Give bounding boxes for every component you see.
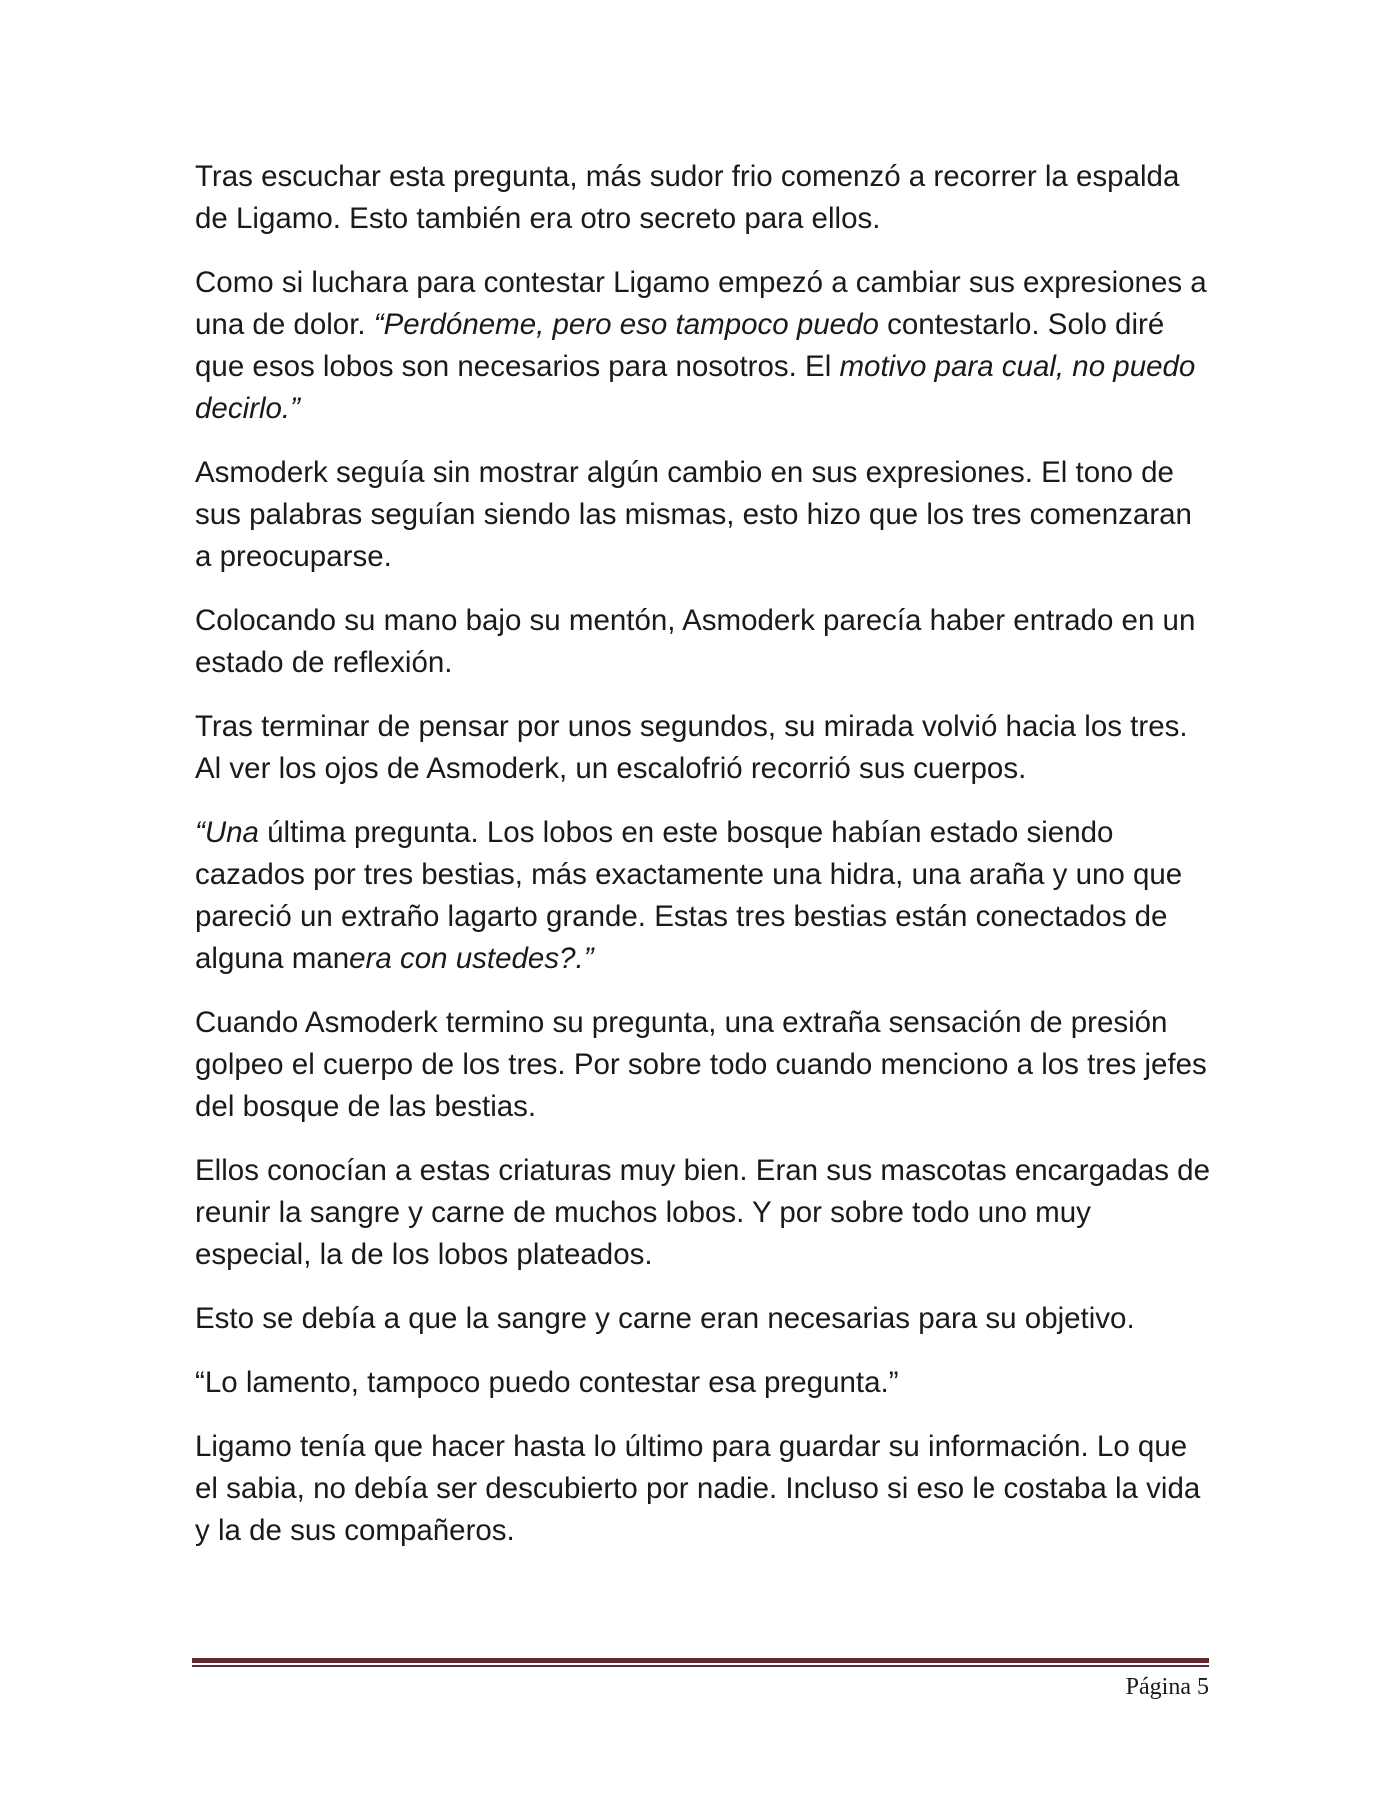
paragraph (195, 1362, 1215, 1404)
paragraph (195, 1002, 1215, 1128)
paragraph (195, 1298, 1215, 1340)
text-span: Asmoderk seguía sin mostrar algún cambio en sus expresiones. El tono de sus palabras seguían siendo las mismas, esto hizo que los tres comenzaran a preocuparse. (195, 456, 1192, 573)
body-text (195, 156, 1215, 1574)
text-span: Esto se debía a que la sangre y carne eran necesarias para su objetivo. (195, 1302, 1135, 1335)
text-span: Tras escuchar esta pregunta, más sudor frio comenzó a recorrer la espalda de Ligamo. Esto también era otro secreto para ellos. (195, 160, 1180, 235)
paragraph (195, 1150, 1215, 1276)
paragraph (195, 600, 1215, 684)
paragraph (195, 812, 1215, 980)
paragraph (195, 1426, 1215, 1552)
italic-text: “Una (195, 816, 259, 849)
page-number: Página 5 (1125, 1674, 1209, 1700)
italic-text: motivo para cual, no puedo decirlo.” (195, 350, 1196, 425)
text-span: última pregunta. Los lobos en este bosque habían estado siendo cazados por tres bestias, más exactamente una hidra, una araña y uno que pareció un extraño lagarto grande. Estas tres bestias están conectados de alguna man (195, 816, 1183, 975)
italic-text: “Perdóneme, pero eso tampoco puedo (373, 308, 888, 341)
text-span: Tras terminar de pensar por unos segundos, su mirada volvió hacia los tres. Al ver los ojos de Asmoderk, un escalofrió recorrió sus cuerpos. (195, 710, 1188, 785)
text-span: Ellos conocían a estas criaturas muy bien. Eran sus mascotas encargadas de reunir la sangre y carne de muchos lobos. Y por sobre todo uno muy especial, la de los lobos plateados. (195, 1154, 1210, 1271)
text-span: “Lo lamento, tampoco puedo contestar esa pregunta.” (195, 1366, 899, 1399)
paragraph (195, 706, 1215, 790)
text-span: Colocando su mano bajo su mentón, Asmoderk parecía haber entrado en un estado de reflexión. (195, 604, 1196, 679)
text-span: contestarlo. Solo diré que esos lobos son necesarios para nosotros. El (195, 308, 1165, 383)
paragraph (195, 262, 1215, 430)
text-span: Como si luchara para contestar Ligamo empezó a cambiar sus expresiones a una de dolor. (195, 266, 1207, 341)
paragraph (195, 452, 1215, 578)
text-span: Cuando Asmoderk termino su pregunta, una extraña sensación de presión golpeo el cuerpo de los tres. Por sobre todo cuando menciono a los tres jefes del bosque de las bestias. (195, 1006, 1207, 1123)
paragraph (195, 156, 1215, 240)
text-span: Ligamo tenía que hacer hasta lo último para guardar su información. Lo que el sabia, no debía ser descubierto por nadie. Incluso si eso le costaba la vida y la de sus compañeros. (195, 1430, 1201, 1547)
footer-rule (192, 1658, 1209, 1667)
italic-text: era con ustedes?.” (349, 942, 594, 975)
